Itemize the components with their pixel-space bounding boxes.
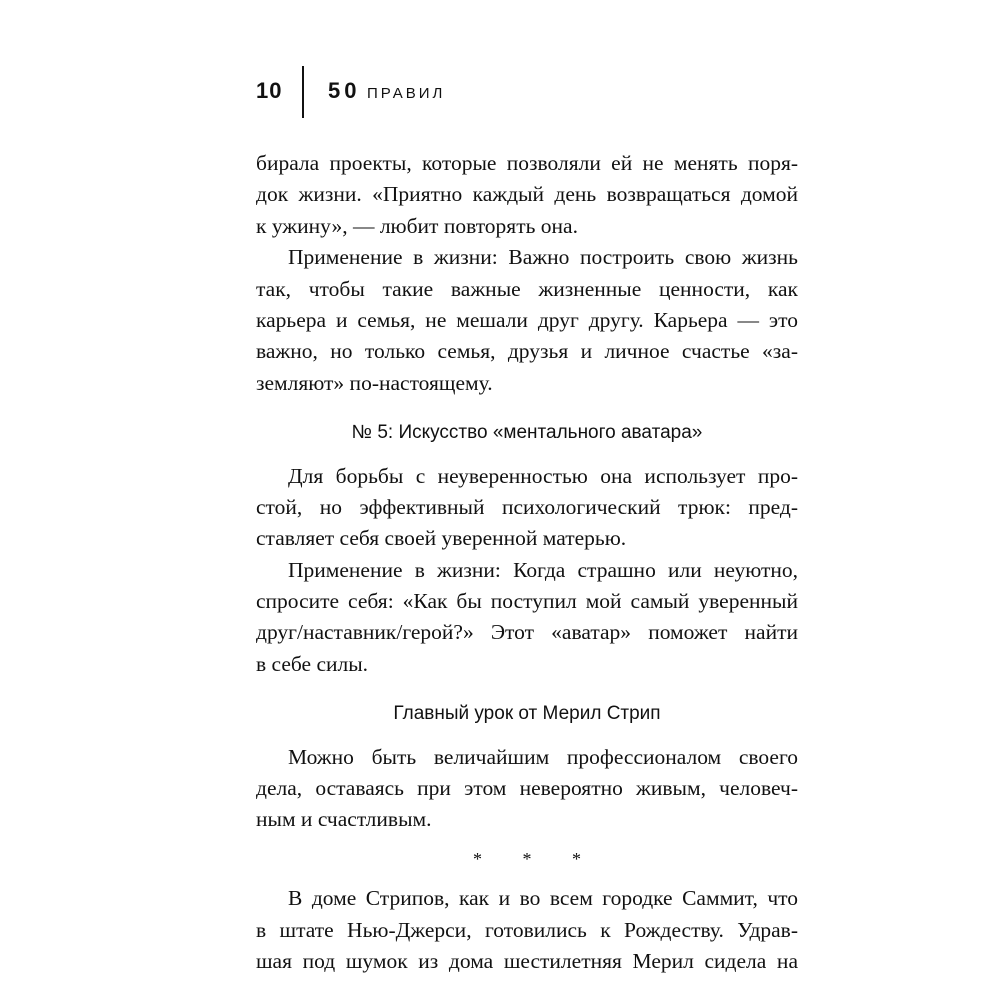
section-separator: * * * [473, 848, 599, 869]
paragraph-1 [256, 148, 798, 242]
text-line: док жизни. «Приятно каждый день возвращаться домой [256, 182, 798, 207]
paragraph-5 [256, 742, 798, 836]
text-line: бирала проекты, которые позволяли ей не менять поря- [256, 151, 798, 175]
running-title [328, 78, 445, 104]
text-line: в штате Нью-Джерси, готовились к Рождеству. Удрав- [256, 917, 798, 942]
text-line: так, чтобы такие важные жизненные ценности, как [256, 276, 798, 301]
page-body [256, 148, 798, 977]
text-line: Применение в жизни: Когда страшно или неуютно, [288, 557, 798, 582]
paragraph-2 [256, 242, 798, 399]
text-line: ставляет себя своей уверенной матерью. [256, 526, 627, 551]
text-line: карьера и семья, не мешали друг другу. Карьера — это [256, 307, 798, 332]
running-title-number: 50 [328, 78, 361, 103]
text-line: спросите себя: «Как бы поступил мой самый уверенный [256, 589, 798, 614]
paragraph-3 [256, 461, 798, 555]
text-line: в себе силы. [256, 651, 369, 676]
paragraph-4 [256, 555, 798, 681]
text-line: шая под шумок из дома шестилетняя Мерил сидела на [256, 948, 798, 973]
text-line: стой, но эффективный психологический трюк: пред- [256, 494, 798, 519]
section-heading: № 5: Искусство «ментального аватара» [351, 422, 703, 444]
section-heading: Главный урок от Мерил Стрип [393, 703, 661, 725]
page-number: 10 [256, 78, 283, 103]
running-title-word: ПРАВИЛ [366, 85, 446, 102]
text-line: Можно быть величайшим профессионалом своего [288, 744, 798, 769]
text-line: Для борьбы с неуверенностью она использует про- [288, 463, 798, 488]
running-header [256, 66, 776, 118]
text-line: к ужину», — любит повторять она. [256, 213, 578, 238]
text-line: В доме Стрипов, как и во всем городке Саммит, что [288, 886, 798, 911]
text-line: земляют» по-настоящему. [256, 370, 493, 395]
text-line: дела, оставаясь при этом невероятно живым, человеч- [256, 776, 798, 801]
text-line: друг/наставник/герой?» Этот «аватар» поможет найти [256, 620, 798, 645]
text-line: важно, но только семья, друзья и личное счастье «за- [256, 339, 798, 364]
text-line: Применение в жизни: Важно построить свою жизнь [288, 245, 798, 270]
paragraph-6 [256, 883, 798, 977]
text-line: ным и счастливым. [256, 807, 432, 832]
header-divider [302, 66, 304, 118]
